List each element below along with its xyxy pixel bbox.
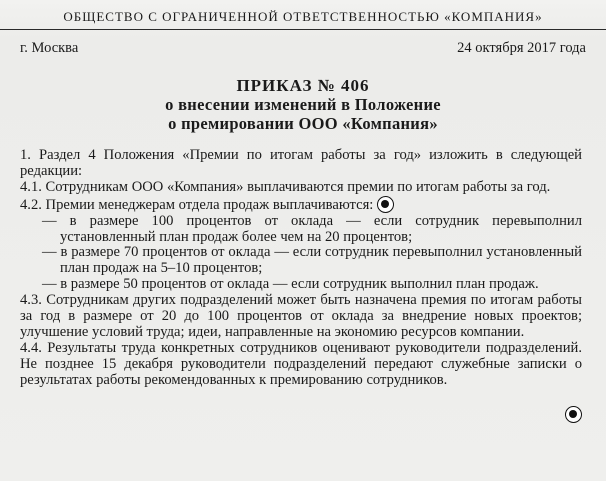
document-date: 24 октября 2017 года	[457, 40, 586, 56]
bullet-100-percent: — в размере 100 процентов от оклада — если сотрудник перевыполнил установленный план продаж более чем на 20 процентов;	[42, 212, 582, 245]
target-marker-icon[interactable]	[565, 406, 582, 423]
paragraph-4-2	[20, 196, 582, 214]
order-subject-line1: о внесении изменений в Положение	[165, 95, 441, 114]
paragraph-4-1: 4.1. Сотрудникам ООО «Компания» выплачиваются премии по итогам работы за год.	[20, 178, 551, 195]
paragraph-4-3: 4.3. Сотрудникам других подразделений может быть назначена премия по итогам работы за год в размере от 20 до 100 процентов от оклада за внедрение новых проектов; улучшение условий труда; идеи, направленные на экономию ресурсов компании.	[20, 292, 582, 340]
bullet-70-percent: — в размере 70 процентов от оклада — если сотрудник перевыполнил установленный план продаж на 5–10 процентов;	[42, 244, 582, 277]
paragraph-4-2-text: 4.2. Премии менеджерам отдела продаж выплачиваются:	[20, 196, 374, 213]
target-marker-icon[interactable]	[377, 196, 394, 213]
header-rule	[0, 29, 606, 30]
order-subject-line2: о премировании ООО «Компания»	[168, 114, 438, 133]
order-body	[20, 148, 582, 389]
paragraph-4-4: 4.4. Результаты труда конкретных сотрудников оценивают руководители подразделений. Не позднее 15 декабря руководители подразделений передают служебные записки о результатах работы рекомендованных к премированию сотрудников.	[20, 339, 582, 388]
paragraph-1: 1. Раздел 4 Положения «Премии по итогам работы за год» изложить в следующей редакции:	[20, 147, 582, 179]
organization-name: ОБЩЕСТВО С ОГРАНИЧЕННОЙ ОТВЕТСТВЕННОСТЬЮ «КОМПАНИЯ»	[63, 9, 543, 24]
bullet-50-percent: — в размере 50 процентов от оклада — если сотрудник выполнил план продаж.	[42, 276, 539, 293]
order-title: ПРИКАЗ № 406	[236, 76, 370, 95]
city: г. Москва	[20, 40, 79, 56]
